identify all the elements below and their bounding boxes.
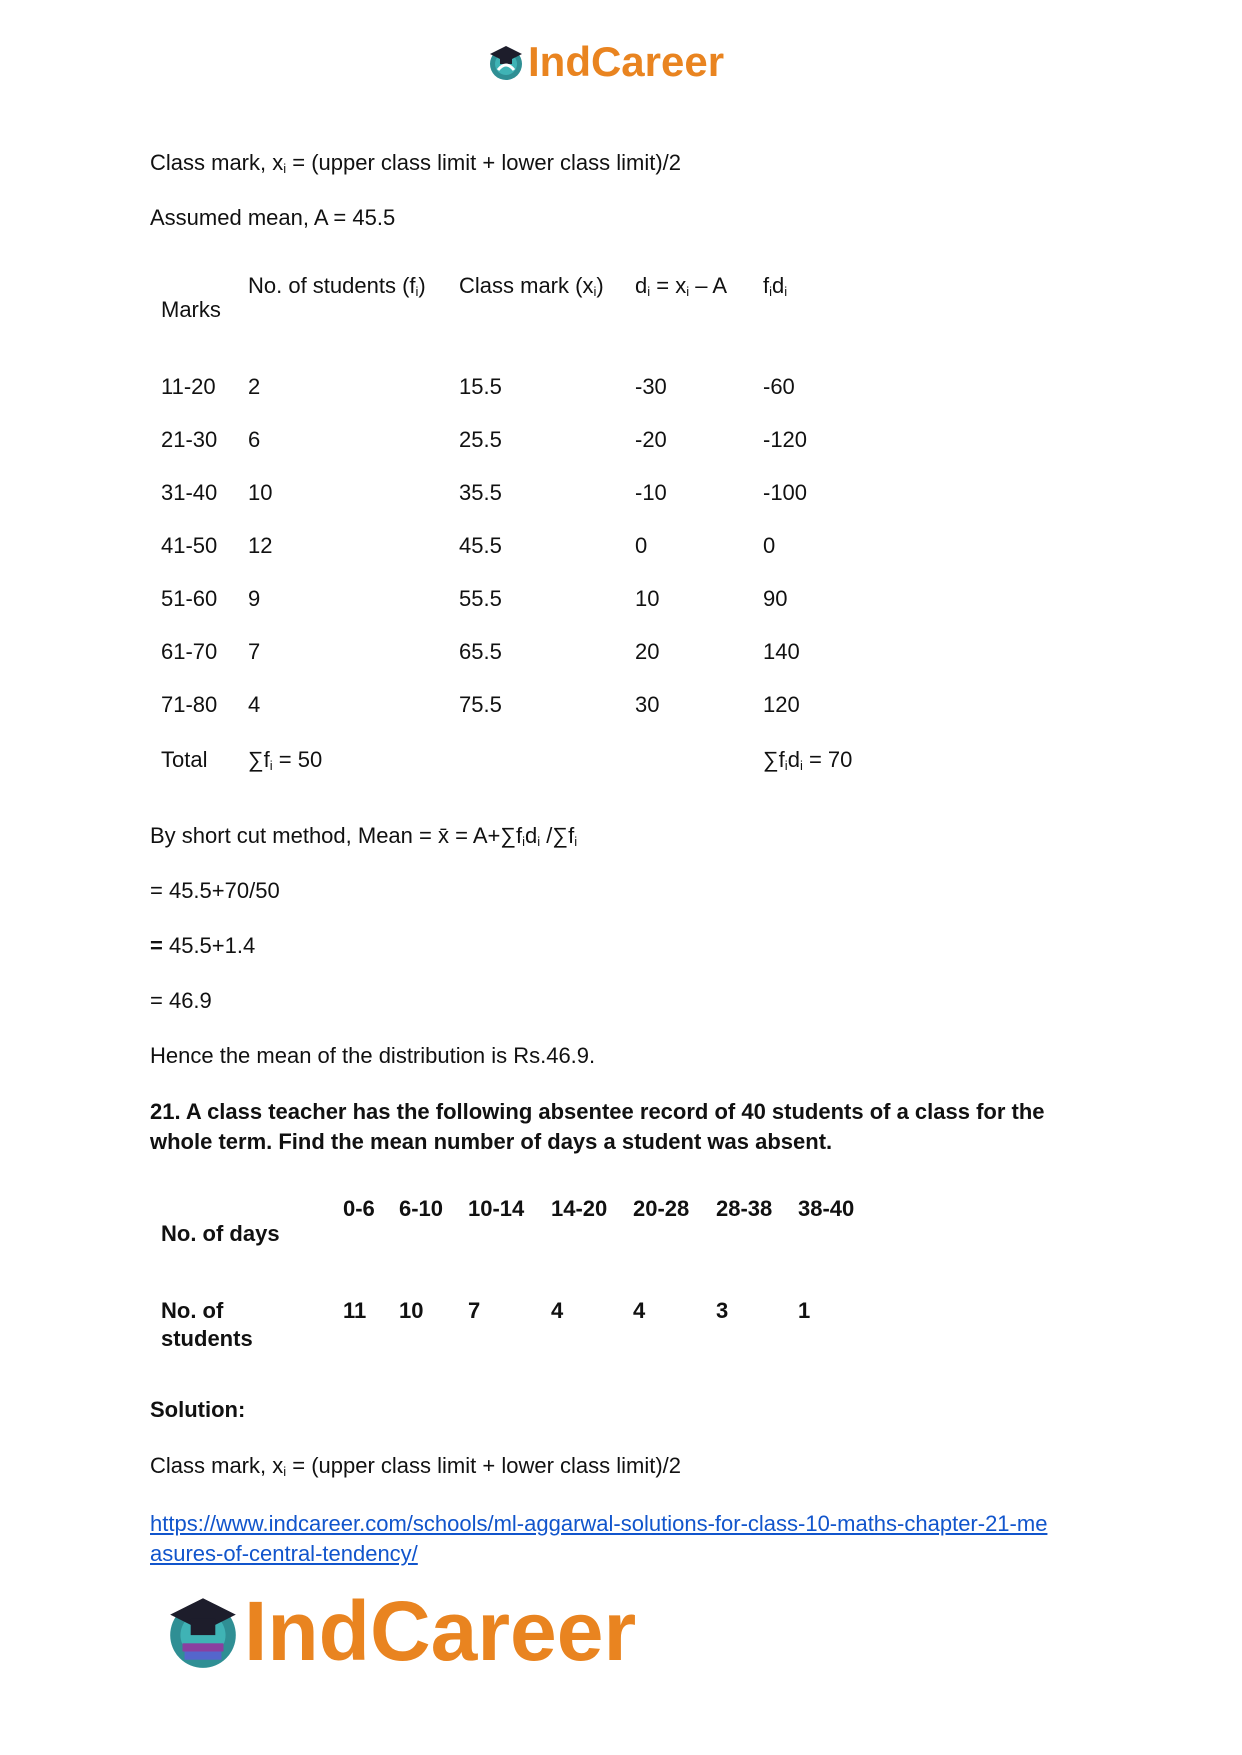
table-cell: 65.5 <box>459 639 502 664</box>
graduation-cap-icon <box>486 42 526 82</box>
graduation-cap-icon <box>162 1590 244 1672</box>
table-cell: 4 <box>633 1298 646 1323</box>
table-cell: 55.5 <box>459 586 502 611</box>
table-cell: 7 <box>248 639 261 664</box>
step-1: = 45.5+70/50 <box>150 878 280 903</box>
table-cell: 28-38 <box>716 1196 773 1221</box>
table1-header-marks: Marks <box>161 297 221 322</box>
header-logo <box>486 40 724 84</box>
table-cell: 11-20 <box>161 374 216 399</box>
footer-logo <box>162 1586 636 1676</box>
question-21-line1: 21. A class teacher has the following absentee record of 40 students of a class for the <box>150 1099 1045 1124</box>
table-cell: 0-6 <box>343 1196 375 1221</box>
table1-header-di: $d_i = x_i - A$ <box>635 273 728 299</box>
table-cell: 0 <box>763 533 776 558</box>
table-cell: 25.5 <box>459 427 502 452</box>
table-cell: 51-60 <box>161 586 218 611</box>
question-21-line2: whole term. Find the mean number of days a student was absent. <box>150 1129 833 1154</box>
table-cell: 2 <box>248 374 261 399</box>
table-cell: 10 <box>399 1298 424 1323</box>
table-cell: 35.5 <box>459 480 502 505</box>
table1-header-classmark: Class mark $(x_i)$ <box>459 273 604 299</box>
class-mark-formula-2: Class mark, $x_i$ = (upper class limit + lower class limit)/2 <box>150 1453 682 1479</box>
table1-total-fd: $\sum f_id_i = 70$ <box>763 747 853 773</box>
shortcut-method: By short cut method, Mean = x̄ = $A+\sum f_id_i$ $/\sum f_i$ <box>150 823 578 849</box>
table-cell: 12 <box>248 533 273 558</box>
table-cell: 90 <box>763 586 788 611</box>
table-cell: 38-40 <box>798 1196 855 1221</box>
table-cell: 14-20 <box>551 1196 608 1221</box>
table1-header-fidi: $f_id_i$ <box>763 273 788 299</box>
logo-wordmark: IndCareer <box>528 38 725 85</box>
table-cell: 4 <box>248 692 261 717</box>
table1-header-students: No. of students $(f_i)$ <box>248 273 426 299</box>
table-cell: 1 <box>798 1298 811 1323</box>
assumed-mean: Assumed mean, A = 45.5 <box>150 205 396 230</box>
class-mark-formula: Class mark, $x_i$ = (upper class limit + lower class limit)/2 <box>150 150 682 176</box>
table-cell: 6 <box>248 427 261 452</box>
table-cell: 4 <box>551 1298 564 1323</box>
table-cell: 10 <box>635 586 660 611</box>
table-cell: -30 <box>635 374 667 399</box>
table-cell: -10 <box>635 480 667 505</box>
table-cell: 7 <box>468 1298 481 1323</box>
table-cell: 20-28 <box>633 1196 690 1221</box>
source-link[interactable]: https://www.indcareer.com/schools/ml-aggarwal-solutions-for-class-10-maths-chapter-21-me asures-of-central-tendency/ <box>150 1511 1048 1566</box>
table-cell: 10 <box>248 480 273 505</box>
table-cell: 20 <box>635 639 660 664</box>
table-cell: 41-50 <box>161 533 218 558</box>
table-cell: 15.5 <box>459 374 502 399</box>
table-cell: 30 <box>635 692 660 717</box>
table-cell: 3 <box>716 1298 729 1323</box>
step-3: = 46.9 <box>150 988 212 1013</box>
table2-row-label-days: No. of days <box>161 1221 280 1246</box>
table-cell: 31-40 <box>161 480 218 505</box>
table-cell: 10-14 <box>468 1196 525 1221</box>
table-cell: -20 <box>635 427 667 452</box>
conclusion: Hence the mean of the distribution is Rs.46.9. <box>150 1043 596 1068</box>
table-cell: 11 <box>343 1298 367 1323</box>
table1-total-f: $\sum f_i = 50$ <box>248 747 323 773</box>
step-2: = 45.5+1.4 <box>150 933 256 958</box>
table-cell: 0 <box>635 533 648 558</box>
table-cell: 61-70 <box>161 639 218 664</box>
table-cell: 75.5 <box>459 692 502 717</box>
table-cell: -100 <box>763 480 808 505</box>
table-cell: -60 <box>763 374 795 399</box>
table-cell: 120 <box>763 692 800 717</box>
logo-wordmark: IndCareer <box>244 1584 637 1678</box>
solution-heading: Solution: <box>150 1397 246 1422</box>
table-cell: 140 <box>763 639 800 664</box>
table-cell: 71-80 <box>161 692 218 717</box>
table-cell: -120 <box>763 427 808 452</box>
table2-row-label-students: No. of students <box>161 1298 253 1351</box>
table-cell: 45.5 <box>459 533 502 558</box>
table1-total-label: Total <box>161 747 208 772</box>
table-cell: 6-10 <box>399 1196 444 1221</box>
table-cell: 21-30 <box>161 427 218 452</box>
table-cell: 9 <box>248 586 261 611</box>
